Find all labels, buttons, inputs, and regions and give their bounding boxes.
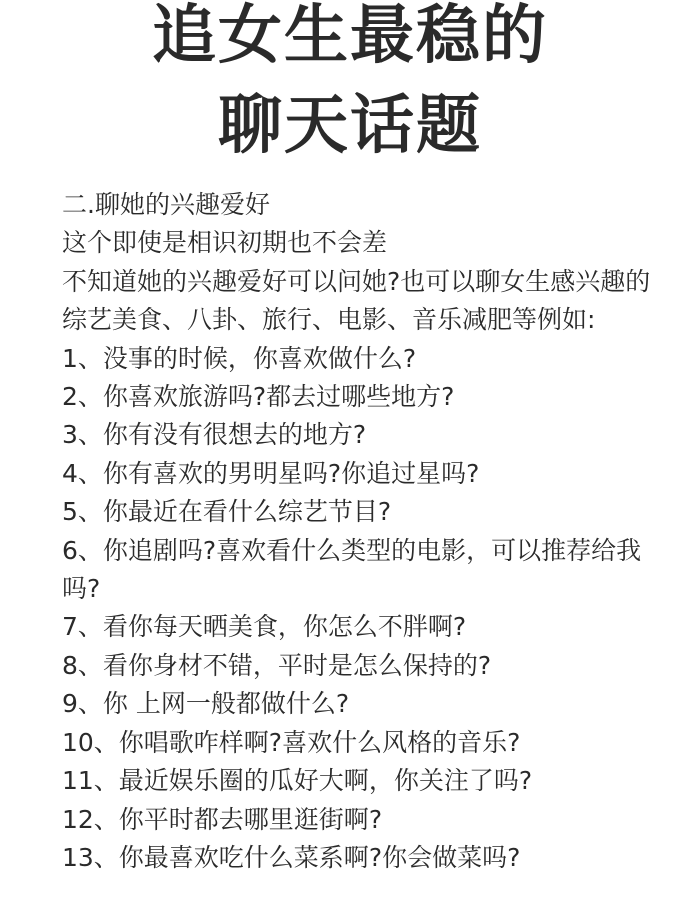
intro-paragraph: 不知道她的兴趣爱好可以问她?也可以聊女生感兴趣的综艺美食、八卦、旅行、电影、音乐减肥等例如: [62, 266, 651, 335]
intro-line: 这个即使是相识初期也不会差 [62, 228, 388, 258]
question-item-3: 3、你有没有很想去的地方? [62, 420, 367, 450]
question-item-11: 11、最近娱乐圈的瓜好大啊，你关注了吗? [62, 766, 533, 796]
question-item-2: 2、你喜欢旅游吗?都去过哪些地方? [62, 382, 455, 412]
question-item-13: 13、你最喜欢吃什么菜系啊?你会做菜吗? [62, 842, 521, 872]
section-heading: 二.聊她的兴趣爱好 [62, 190, 270, 219]
article-body [62, 186, 662, 877]
question-item-7: 7、看你每天晒美食，你怎么不胖啊? [62, 612, 467, 642]
question-item-12: 12、你平时都去哪里逛街啊? [62, 804, 383, 834]
question-item-6: 6、你追剧吗?喜欢看什么类型的电影，可以推荐给我吗? [62, 535, 642, 604]
question-item-8: 8、看你身材不错，平时是怎么保持的? [62, 650, 492, 680]
question-item-9: 9、你 上网一般都做什么? [62, 689, 350, 719]
page-title-line-1: 追女生最稳的 [152, 0, 548, 73]
question-item-4: 4、你有喜欢的男明星吗?你追过星吗? [62, 458, 480, 488]
question-item-10: 10、你唱歌咋样啊?喜欢什么风格的音乐? [62, 727, 521, 757]
page-title-line-2: 聊天话题 [218, 89, 482, 163]
question-item-1: 1、没事的时候，你喜欢做什么? [62, 343, 417, 373]
question-item-5: 5、你最近在看什么综艺节目? [62, 497, 392, 527]
